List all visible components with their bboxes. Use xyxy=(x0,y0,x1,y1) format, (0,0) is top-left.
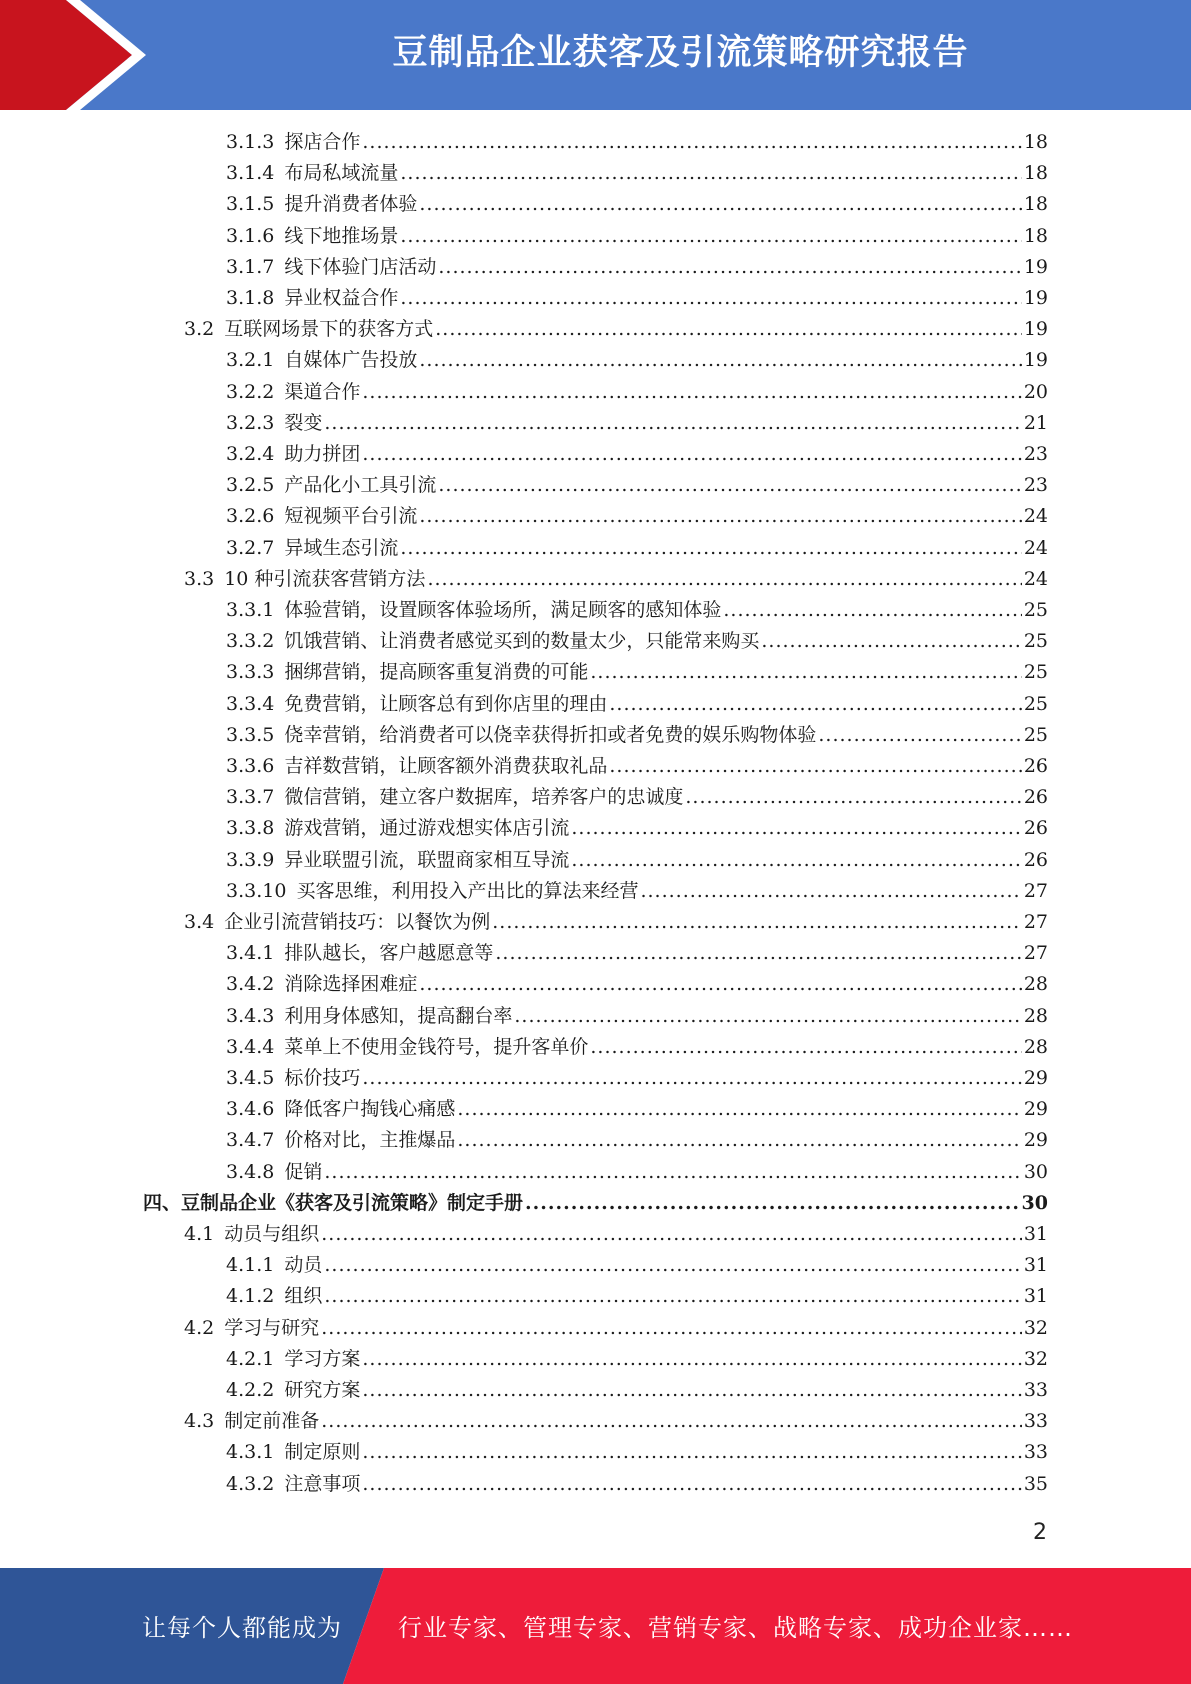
toc-entry-title: 体验营销，设置顾客体验场所，满足顾客的感知体验 xyxy=(284,599,722,621)
toc-entry-number: 四、 xyxy=(143,1191,182,1214)
toc-entry-title: 短视频平台引流 xyxy=(284,505,418,528)
toc-entry-number: 3.3.10 xyxy=(226,879,287,902)
toc-entry[interactable] xyxy=(226,1469,1048,1500)
toc-dot-leader xyxy=(514,1001,1021,1032)
toc-entry-number: 4.2.1 xyxy=(226,1347,275,1370)
toc-entry-title: 豆制品企业《获客及引流策略》制定手册 xyxy=(181,1191,524,1214)
toc-entry-page: 29 xyxy=(1023,1067,1048,1089)
toc-entry-number: 4.1.1 xyxy=(226,1254,275,1277)
toc-dot-leader xyxy=(362,1375,1021,1406)
toc-dot-leader xyxy=(492,907,1022,938)
toc-dot-leader xyxy=(435,314,1022,345)
toc-entry-number: 4.3.2 xyxy=(226,1472,275,1495)
toc-entry-title: 制定原则 xyxy=(284,1441,361,1464)
toc-entry-title: 排队越长，客户越愿意等 xyxy=(284,942,494,965)
toc-entry-page: 19 xyxy=(1023,349,1048,372)
toc-entry-page: 30 xyxy=(1023,1160,1048,1183)
toc-dot-leader xyxy=(362,1437,1021,1468)
toc-entry-number: 3.2.5 xyxy=(226,474,275,497)
toc-dot-leader xyxy=(419,969,1021,1000)
toc-entry[interactable] xyxy=(226,470,1048,501)
toc-entry-page: 26 xyxy=(1023,755,1048,777)
toc-dot-leader xyxy=(723,595,1021,626)
toc-entry-number: 3.3.4 xyxy=(226,692,275,715)
toc-entry[interactable] xyxy=(226,1063,1048,1094)
toc-entry[interactable] xyxy=(226,221,1048,252)
toc-entry-title: 提升消费者体验 xyxy=(284,193,418,216)
toc-entry-title: 互联网场景下的获客方式 xyxy=(224,318,434,341)
toc-entry-page: 33 xyxy=(1023,1441,1048,1464)
toc-entry-page: 32 xyxy=(1023,1316,1048,1339)
footer-slogan-right: 行业专家、管理专家、营销专家、战略专家、成功企业家…… xyxy=(398,1614,1073,1642)
toc-entry-page: 25 xyxy=(1023,599,1048,621)
toc-dot-leader xyxy=(457,1094,1021,1125)
toc-dot-leader xyxy=(640,876,1021,907)
toc-entry-page: 33 xyxy=(1023,1379,1048,1401)
toc-entry-title: 制定前准备 xyxy=(224,1410,320,1433)
toc-entry-title: 布局私域流量 xyxy=(284,162,399,185)
toc-entry-title: 异业联盟引流，联盟商家相互导流 xyxy=(284,848,570,871)
toc-entry-page: 23 xyxy=(1023,443,1048,465)
toc-entry[interactable] xyxy=(226,252,1048,283)
toc-entry-title: 渠道合作 xyxy=(284,380,361,403)
toc-entry-page: 18 xyxy=(1023,162,1048,185)
toc-entry-number: 3.3.5 xyxy=(226,723,275,746)
toc-entry-number: 3.2.6 xyxy=(226,505,275,528)
toc-entry-title: 消除选择困难症 xyxy=(284,973,418,996)
toc-entry-page: 29 xyxy=(1023,1129,1048,1152)
toc-dot-leader xyxy=(457,1125,1021,1156)
toc-dot-leader xyxy=(400,283,1021,314)
toc-dot-leader xyxy=(362,1469,1021,1500)
toc-entry-number: 4.2.2 xyxy=(226,1379,275,1401)
toc-dot-leader xyxy=(419,501,1021,532)
toc-entry[interactable] xyxy=(226,595,1048,626)
toc-entry-title: 吉祥数营销，让顾客额外消费获取礼品 xyxy=(284,755,608,777)
toc-entry-title: 游戏营销，通过游戏想实体店引流 xyxy=(284,817,570,840)
toc-entry-page: 24 xyxy=(1023,505,1048,528)
toc-dot-leader xyxy=(362,439,1021,470)
toc-entry[interactable] xyxy=(143,1188,1048,1219)
toc-dot-leader xyxy=(761,626,1021,657)
toc-entry[interactable] xyxy=(226,1157,1048,1188)
toc-entry[interactable] xyxy=(226,158,1048,189)
toc-entry[interactable] xyxy=(226,813,1048,844)
toc-entry-page: 26 xyxy=(1023,817,1048,840)
toc-entry-title: 10 种引流获客营销方法 xyxy=(224,567,426,590)
toc-entry-number: 3.2.3 xyxy=(226,411,275,434)
toc-entry-number: 3.4.5 xyxy=(226,1067,275,1089)
toc-dot-leader xyxy=(362,1344,1021,1375)
toc-dot-leader xyxy=(609,689,1021,720)
toc-entry-page: 18 xyxy=(1023,224,1048,247)
toc-entry-number: 3.3.6 xyxy=(226,755,275,777)
toc-entry[interactable] xyxy=(184,314,1048,345)
toc-entry-title: 线下地推场景 xyxy=(284,224,399,247)
toc-entry-number: 3.3.7 xyxy=(226,786,275,809)
report-title: 豆制品企业获客及引流策略研究报告 xyxy=(392,33,969,73)
toc-entry-number: 3.1.4 xyxy=(226,162,275,185)
toc-dot-leader xyxy=(362,377,1021,408)
toc-entry-page: 18 xyxy=(1023,193,1048,216)
toc-entry-page: 19 xyxy=(1023,255,1048,278)
toc-entry-number: 3.1.3 xyxy=(226,131,275,153)
toc-entry-title: 价格对比，主推爆品 xyxy=(284,1129,456,1152)
toc-entry-number: 3.2.1 xyxy=(226,349,275,372)
toc-dot-leader xyxy=(321,1219,1022,1250)
toc-dot-leader xyxy=(419,189,1021,220)
toc-entry-page: 19 xyxy=(1023,287,1048,309)
toc-entry-title: 微信营销，建立客户数据库，培养客户的忠诚度 xyxy=(284,786,684,809)
toc-entry-number: 4.1.2 xyxy=(226,1285,275,1308)
toc-dot-leader xyxy=(590,657,1021,688)
toc-entry-number: 3.3.2 xyxy=(226,630,275,653)
toc-entry-number: 3.4.1 xyxy=(226,942,275,965)
toc-entry-title: 菜单上不使用金钱符号，提升客单价 xyxy=(284,1035,589,1058)
toc-entry[interactable] xyxy=(226,938,1048,969)
toc-entry-number: 3.1.8 xyxy=(226,287,275,309)
footer-slogan-left: 让每个人都能成为 xyxy=(142,1614,342,1642)
toc-entry[interactable] xyxy=(226,1375,1048,1406)
toc-entry-title: 异业权益合作 xyxy=(284,287,399,309)
toc-entry[interactable] xyxy=(226,969,1048,1000)
toc-entry-number: 3.3.9 xyxy=(226,848,275,871)
toc-entry[interactable] xyxy=(226,127,1048,158)
toc-entry-number: 3.2.7 xyxy=(226,536,275,559)
toc-entry-number: 3.1.5 xyxy=(226,193,275,216)
toc-dot-leader xyxy=(571,845,1021,876)
toc-entry-title: 捆绑营销，提高顾客重复消费的可能 xyxy=(284,661,589,684)
toc-entry-number: 4.3 xyxy=(184,1410,215,1433)
toc-dot-leader xyxy=(324,408,1021,439)
toc-dot-leader xyxy=(324,1250,1021,1281)
toc-entry[interactable] xyxy=(226,439,1048,470)
toc-entry[interactable] xyxy=(226,845,1048,876)
toc-entry-number: 3.4.7 xyxy=(226,1129,275,1152)
toc-entry[interactable] xyxy=(226,1437,1048,1468)
toc-entry-page: 31 xyxy=(1023,1223,1048,1245)
toc-entry-page: 24 xyxy=(1023,536,1048,559)
toc-dot-leader xyxy=(685,782,1021,813)
toc-entry-title: 探店合作 xyxy=(284,131,361,153)
toc-entry-number: 3.3.8 xyxy=(226,817,275,840)
toc-entry[interactable] xyxy=(226,283,1048,314)
toc-dot-leader xyxy=(438,252,1021,283)
toc-entry-number: 3.3.3 xyxy=(226,661,275,684)
toc-entry-page: 25 xyxy=(1023,723,1048,746)
toc-entry[interactable] xyxy=(226,1125,1048,1156)
toc-entry-number: 3.1.7 xyxy=(226,255,275,278)
toc-entry-title: 饥饿营销、让消费者感觉买到的数量太少，只能常来购买 xyxy=(284,630,760,653)
toc-entry-page: 27 xyxy=(1023,911,1048,933)
toc-entry-title: 裂变 xyxy=(284,411,323,434)
toc-entry-number: 4.2 xyxy=(184,1316,215,1339)
toc-entry-title: 线下体验门店活动 xyxy=(284,255,437,278)
toc-entry[interactable] xyxy=(184,1219,1048,1250)
toc-entry-page: 27 xyxy=(1023,942,1048,965)
toc-entry-page: 26 xyxy=(1023,786,1048,809)
toc-entry-number: 3.2 xyxy=(184,318,215,341)
toc-entry[interactable] xyxy=(226,689,1048,720)
toc-dot-leader xyxy=(571,813,1021,844)
toc-entry-page: 21 xyxy=(1023,411,1048,434)
toc-entry-number: 3.4 xyxy=(184,911,215,933)
toc-entry[interactable] xyxy=(226,377,1048,408)
toc-dot-leader xyxy=(590,1032,1021,1063)
toc-dot-leader xyxy=(324,1281,1021,1312)
toc-entry-title: 动员 xyxy=(284,1254,323,1277)
toc-entry-page: 32 xyxy=(1023,1347,1048,1370)
page-number: 2 xyxy=(1033,1520,1047,1545)
toc-dot-leader xyxy=(321,1406,1022,1437)
toc-entry-title: 产品化小工具引流 xyxy=(284,474,437,497)
toc-entry-page: 25 xyxy=(1023,692,1048,715)
toc-entry[interactable] xyxy=(226,1094,1048,1125)
toc-entry-page: 31 xyxy=(1023,1285,1048,1308)
toc-entry-page: 33 xyxy=(1023,1410,1048,1433)
toc-entry-title: 侥幸营销，给消费者可以侥幸获得折扣或者免费的娱乐购物体验 xyxy=(284,723,817,746)
toc-entry-page: 28 xyxy=(1023,973,1048,996)
toc-dot-leader xyxy=(525,1188,1020,1219)
toc-entry-number: 3.4.8 xyxy=(226,1160,275,1183)
toc-entry-title: 买客思维，利用投入产出比的算法来经营 xyxy=(296,879,639,902)
toc-entry-page: 20 xyxy=(1023,380,1048,403)
toc-entry-page: 31 xyxy=(1023,1254,1048,1277)
toc-entry[interactable] xyxy=(226,1032,1048,1063)
toc-entry-number: 3.4.3 xyxy=(226,1004,275,1027)
toc-dot-leader xyxy=(400,221,1021,252)
toc-entry-title: 学习与研究 xyxy=(224,1316,320,1339)
toc-dot-leader xyxy=(362,1063,1021,1094)
toc-dot-leader xyxy=(324,1157,1021,1188)
toc-entry-title: 降低客户掏钱心痛感 xyxy=(284,1098,456,1121)
toc-entry[interactable] xyxy=(226,876,1048,907)
toc-entry-number: 3.2.4 xyxy=(226,443,275,465)
toc-entry[interactable] xyxy=(226,189,1048,220)
toc-entry[interactable] xyxy=(226,501,1048,532)
toc-entry-page: 29 xyxy=(1023,1098,1048,1121)
toc-entry-title: 利用身体感知，提高翻台率 xyxy=(284,1004,513,1027)
toc-entry[interactable] xyxy=(184,1313,1048,1344)
toc-entry-page: 28 xyxy=(1023,1035,1048,1058)
toc-entry[interactable] xyxy=(184,907,1048,938)
toc-entry-number: 4.3.1 xyxy=(226,1441,275,1464)
toc-dot-leader xyxy=(400,533,1021,564)
toc-entry[interactable] xyxy=(226,657,1048,688)
toc-entry-number: 4.1 xyxy=(184,1223,215,1245)
toc-entry-number: 3.1.6 xyxy=(226,224,275,247)
toc-dot-leader xyxy=(321,1313,1022,1344)
toc-dot-leader xyxy=(400,158,1021,189)
toc-entry[interactable] xyxy=(184,564,1048,595)
toc-entry-title: 组织 xyxy=(284,1285,323,1308)
page-footer xyxy=(0,1568,1191,1684)
toc-entry-title: 研究方案 xyxy=(284,1379,361,1401)
toc-entry-number: 3.4.4 xyxy=(226,1035,275,1058)
toc-dot-leader xyxy=(495,938,1021,969)
toc-entry-page: 26 xyxy=(1023,848,1048,871)
toc-entry-title: 异域生态引流 xyxy=(284,536,399,559)
toc-dot-leader xyxy=(419,345,1021,376)
toc-entry[interactable] xyxy=(226,1250,1048,1281)
toc-entry-page: 19 xyxy=(1023,318,1048,341)
toc-entry[interactable] xyxy=(226,782,1048,813)
toc-entry[interactable] xyxy=(226,408,1048,439)
toc-entry-title: 助力拼团 xyxy=(284,443,361,465)
toc-entry-title: 注意事项 xyxy=(284,1472,361,1495)
toc-entry-page: 28 xyxy=(1023,1004,1048,1027)
toc-entry-title: 促销 xyxy=(284,1160,323,1183)
toc-dot-leader xyxy=(427,564,1021,595)
toc-entry-number: 3.3.1 xyxy=(226,599,275,621)
toc-entry-number: 3.3 xyxy=(184,567,215,590)
toc-entry-title: 免费营销，让顾客总有到你店里的理由 xyxy=(284,692,608,715)
toc-entry[interactable] xyxy=(226,751,1048,782)
toc-entry[interactable] xyxy=(226,345,1048,376)
toc-entry[interactable] xyxy=(226,1344,1048,1375)
toc-entry-number: 3.4.6 xyxy=(226,1098,275,1121)
toc-entry-page: 35 xyxy=(1023,1472,1048,1495)
toc-entry-page: 24 xyxy=(1023,567,1048,590)
toc-entry-title: 标价技巧 xyxy=(284,1067,361,1089)
toc-entry-title: 企业引流营销技巧：以餐饮为例 xyxy=(224,911,491,933)
toc-entry-page: 25 xyxy=(1023,661,1048,684)
toc-entry[interactable] xyxy=(226,1281,1048,1312)
toc-entry-number: 3.2.2 xyxy=(226,380,275,403)
toc-entry-page: 25 xyxy=(1023,630,1048,653)
toc-entry-page: 27 xyxy=(1023,879,1048,902)
toc-entry-title: 自媒体广告投放 xyxy=(284,349,418,372)
toc-dot-leader xyxy=(818,720,1021,751)
toc-dot-leader xyxy=(438,470,1021,501)
toc-dot-leader xyxy=(609,751,1021,782)
toc-entry-page: 23 xyxy=(1023,474,1048,497)
toc-entry-page: 30 xyxy=(1021,1191,1048,1214)
toc-entry[interactable] xyxy=(226,533,1048,564)
page-header xyxy=(0,0,1191,110)
toc-entry[interactable] xyxy=(226,626,1048,657)
toc-entry-number: 3.4.2 xyxy=(226,973,275,996)
toc-entry-page: 18 xyxy=(1023,131,1048,153)
toc-entry[interactable] xyxy=(226,1001,1048,1032)
toc-entry[interactable] xyxy=(226,720,1048,751)
toc-entry[interactable] xyxy=(184,1406,1048,1437)
toc-dot-leader xyxy=(362,127,1021,158)
toc-entry-title: 动员与组织 xyxy=(224,1223,320,1245)
toc-entry-title: 学习方案 xyxy=(284,1347,361,1370)
